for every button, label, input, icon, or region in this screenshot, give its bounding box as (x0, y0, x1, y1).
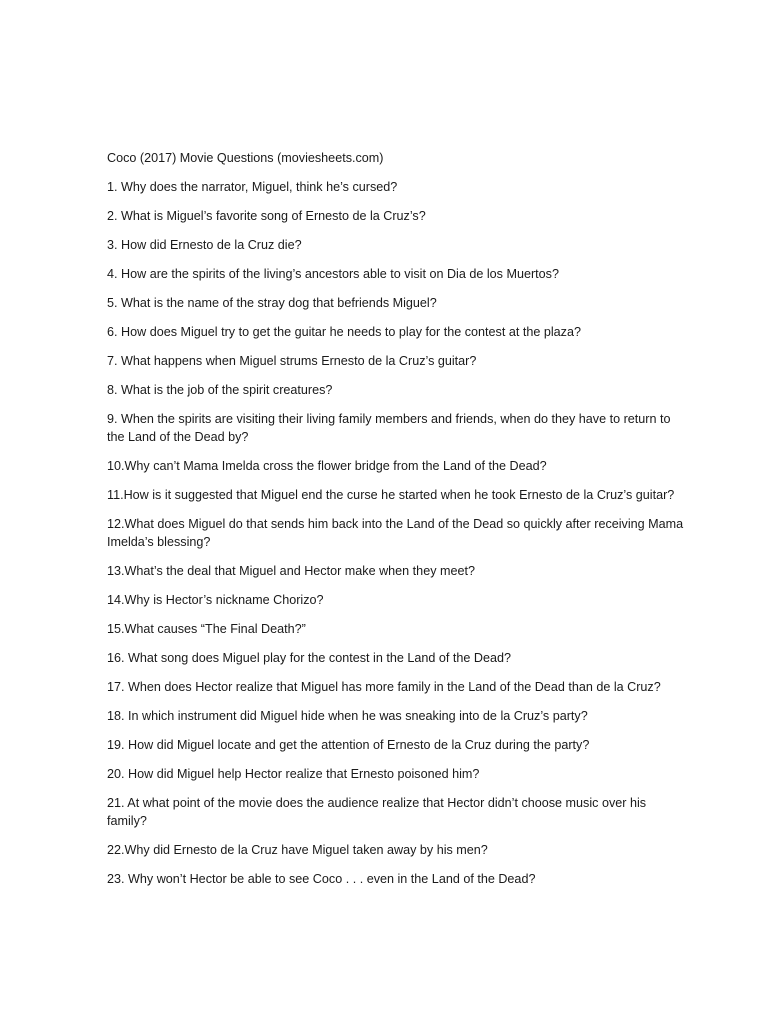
question-12: 12.What does Miguel do that sends him back into the Land of the Dead so quickly after receiving Mama Imelda’s blessing? (107, 517, 684, 549)
question-15: 15.What causes “The Final Death?” (107, 622, 306, 636)
document-title: Coco (2017) Movie Questions (moviesheets.com) (107, 151, 384, 165)
question-1: 1. Why does the narrator, Miguel, think he’s cursed? (107, 180, 398, 194)
question-10: 10.Why can’t Mama Imelda cross the flower bridge from the Land of the Dead? (107, 459, 547, 473)
question-11: 11.How is it suggested that Miguel end the curse he started when he took Ernesto de la Cruz’s guitar? (107, 488, 675, 502)
question-4: 4. How are the spirits of the living’s ancestors able to visit on Dia de los Muertos? (107, 267, 559, 281)
question-18: 18. In which instrument did Miguel hide when he was sneaking into de la Cruz’s party? (107, 709, 588, 723)
question-23: 23. Why won’t Hector be able to see Coco . . . even in the Land of the Dead? (107, 872, 536, 886)
question-7: 7. What happens when Miguel strums Ernesto de la Cruz’s guitar? (107, 354, 477, 368)
question-list (107, 178, 687, 888)
question-2: 2. What is Miguel’s favorite song of Ernesto de la Cruz’s? (107, 209, 426, 223)
question-6: 6. How does Miguel try to get the guitar he needs to play for the contest at the plaza? (107, 325, 581, 339)
question-5: 5. What is the name of the stray dog that befriends Miguel? (107, 296, 437, 310)
question-8: 8. What is the job of the spirit creatures? (107, 383, 333, 397)
question-19: 19. How did Miguel locate and get the attention of Ernesto de la Cruz during the party? (107, 738, 590, 752)
question-9: 9. When the spirits are visiting their living family members and friends, when do they have to return to the Land of the Dead by? (107, 412, 671, 444)
question-21: 21. At what point of the movie does the audience realize that Hector didn’t choose music over his family? (107, 796, 647, 828)
question-3: 3. How did Ernesto de la Cruz die? (107, 238, 302, 252)
question-17: 17. When does Hector realize that Miguel has more family in the Land of the Dead than de la Cruz? (107, 680, 661, 694)
question-20: 20. How did Miguel help Hector realize that Ernesto poisoned him? (107, 767, 480, 781)
question-16: 16. What song does Miguel play for the contest in the Land of the Dead? (107, 651, 511, 665)
question-22: 22.Why did Ernesto de la Cruz have Miguel taken away by his men? (107, 843, 488, 857)
question-14: 14.Why is Hector’s nickname Chorizo? (107, 593, 324, 607)
document-body (107, 149, 687, 899)
question-13: 13.What’s the deal that Miguel and Hector make when they meet? (107, 564, 475, 578)
